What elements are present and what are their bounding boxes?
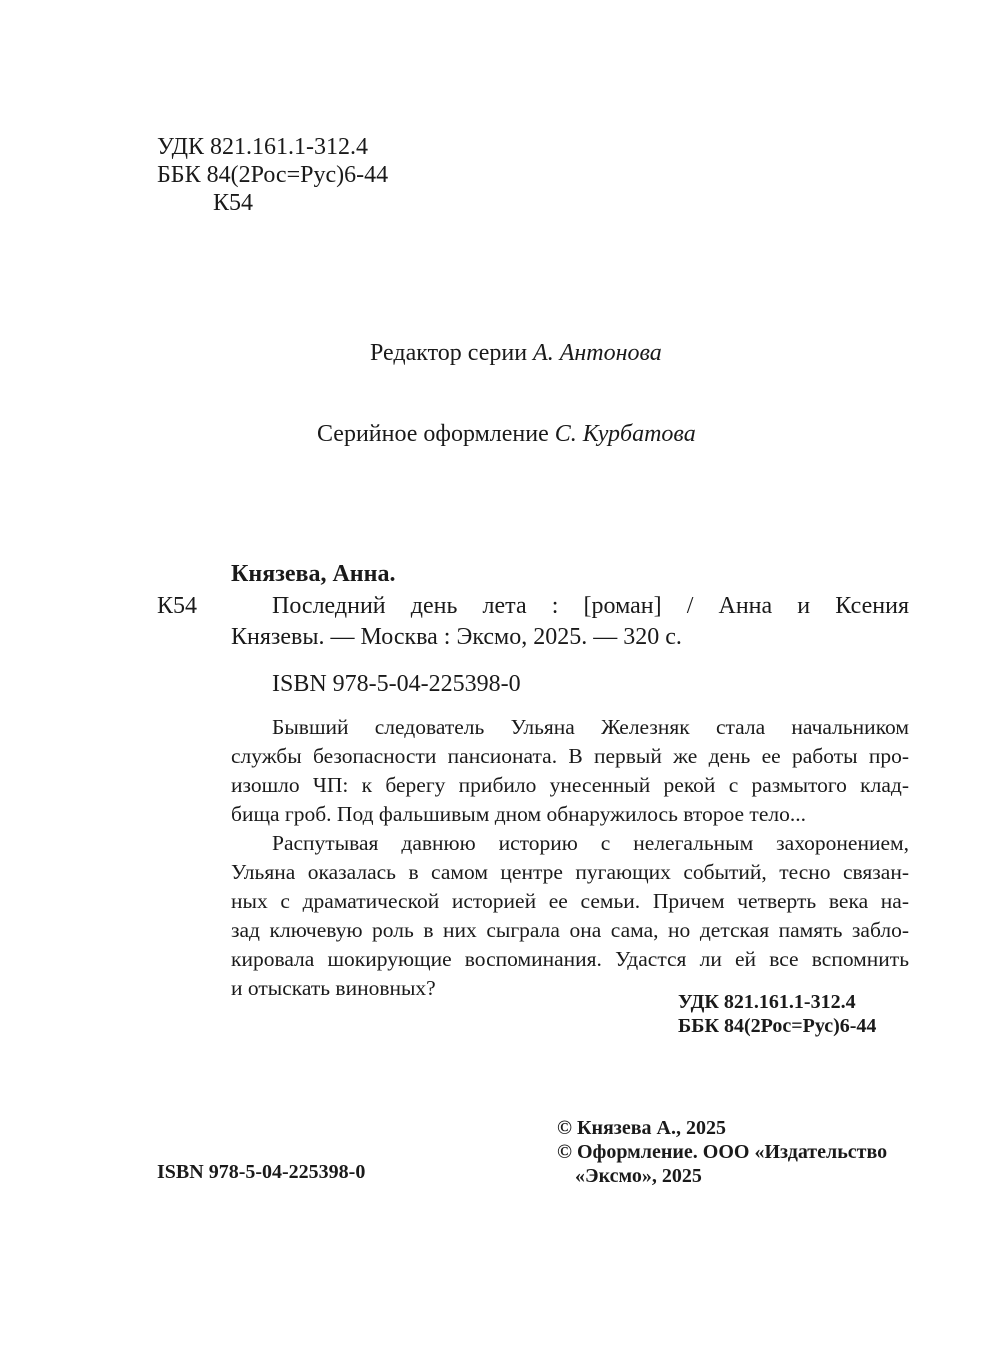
bbk-code-bottom: ББК 84(2Рос=Рус)6-44 [678,1015,877,1037]
copyright-line: © Оформление. ООО «Издательство [557,1141,888,1163]
annotation-line: Ульяна оказалась в самом центре пугающих событий, тесно связан- [231,860,909,884]
series-editor-label: Редактор серии [370,340,528,366]
design-name: С. Курбатова [554,421,696,447]
bbk-code: ББК 84(2Рос=Рус)6-44 [157,162,389,188]
author-sign-card: К54 [157,593,198,619]
isbn-footer: ISBN 978-5-04-225398-0 [157,1161,366,1183]
udk-code: УДК 821.161.1-312.4 [157,134,368,160]
annotation-line: изошло ЧП: к берегу прибило унесенный рекой с размытого клад- [231,773,909,797]
annotation-line: бища гроб. Под фальшивым дном обнаружилось второе тело... [231,802,806,826]
annotation-line: кировала шокирующие воспоминания. Удастся ли ей все вспомнить [231,947,909,971]
annotation-line: зад ключевую роль в них сыграла она сама, но детская память забло- [231,918,909,942]
annotation-line: Бывший следователь Ульяна Железняк стала начальником [272,715,909,739]
author-sign-top: К54 [213,190,254,216]
bibliographic-description-line-1: Последний день лета : [роман] / Анна и Ксения [272,593,909,619]
copyright-line: «Эксмо», 2025 [575,1165,702,1187]
copyright-line: © Князева А., 2025 [557,1117,726,1139]
udk-code-bottom: УДК 821.161.1-312.4 [678,991,856,1013]
annotation-line: и отыскать виновных? [231,976,436,1000]
bibliographic-description-line-2: Князевы. — Москва : Эксмо, 2025. — 320 с. [231,624,682,650]
annotation-line: службы безопасности пансионата. В первый же день ее работы про- [231,744,909,768]
annotation-line: ных с драматической историей ее семьи. Причем четверть века на- [231,889,909,913]
series-editor-credit [370,339,662,367]
author-heading: Князева, Анна. [231,561,396,587]
design-credit [317,420,696,448]
series-editor-name: А. Антонова [533,340,662,366]
annotation-line: Распутывая давнюю историю с нелегальным захоронением, [272,831,909,855]
design-label: Серийное оформление [317,421,549,447]
isbn-card: ISBN 978-5-04-225398-0 [272,671,521,697]
